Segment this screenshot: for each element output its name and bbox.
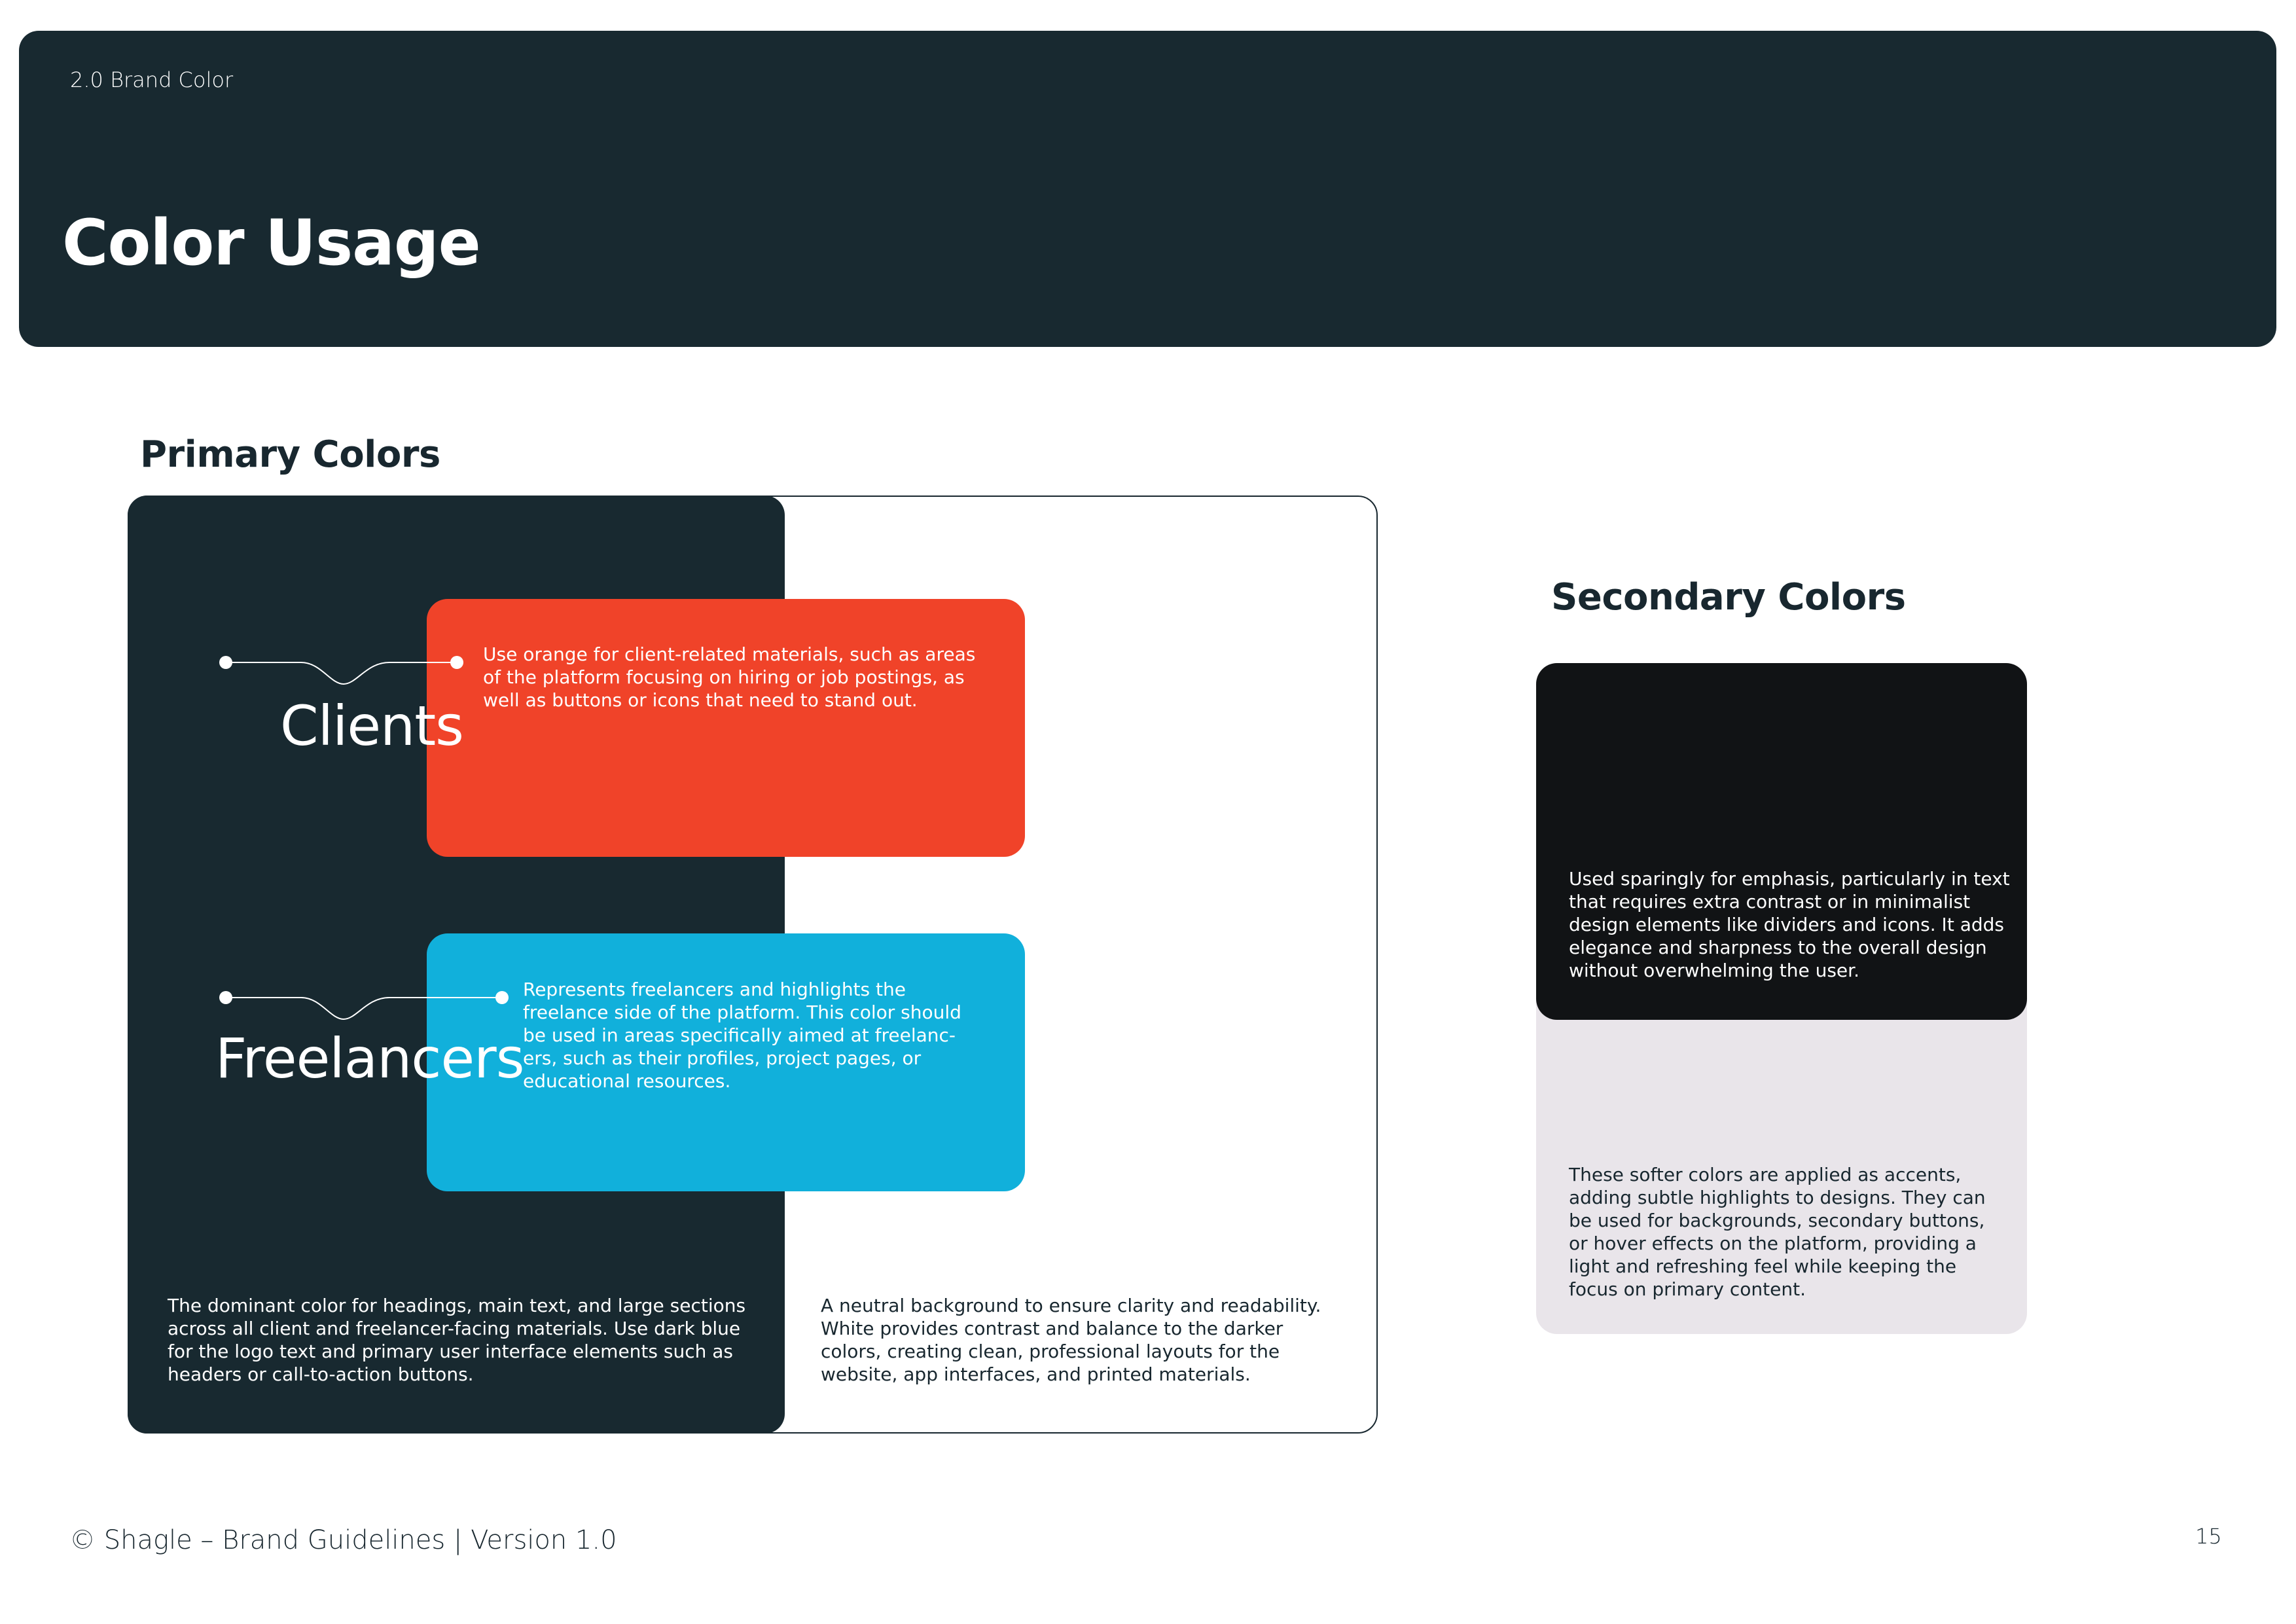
clients-connector-icon — [216, 651, 465, 691]
black-color-swatch — [1536, 663, 2027, 1020]
freelancers-description: Represents freelancers and highlights the freelance side of the platform. This color should be used in areas specifically aimed at freelanc- ers, such as their profiles, project pages, or educational resources. — [523, 979, 961, 1092]
page-title: Color Usage — [62, 206, 480, 280]
light-color-swatch — [1536, 982, 2027, 1334]
clients-description: Use orange for client-related materials, such as areas of the platform focusing on hiring or job postings, as well as buttons or icons that need to stand out. — [483, 643, 976, 711]
dark-color-description: The dominant color for headings, main text, and large sections across all client and freelancer-facing materials. Use dark blue for the logo text and primary user interface elements such as headers or call-to-action buttons. — [168, 1295, 746, 1385]
black-color-description: Used sparingly for emphasis, particularly in text that requires extra contrast or in minimalist design elements like dividers and icons. It adds elegance and sharpness to the overall design without overwhelming the user. — [1569, 868, 2010, 981]
section-label: 2.0 Brand Color — [70, 67, 234, 92]
freelancers-connector-icon — [216, 986, 511, 1026]
primary-colors-heading: Primary Colors — [140, 433, 440, 476]
light-color-description: These softer colors are applied as accents, adding subtle highlights to designs. They can be used for backgrounds, secondary buttons, or hover effects on the platform, providing a light and refreshing feel while keeping the focus on primary content. — [1569, 1164, 1986, 1300]
header-banner — [19, 31, 2276, 347]
white-color-description: A neutral background to ensure clarity and readability. White provides contrast and balance to the darker colors, creating clean, professional layouts for the website, app interfaces, and printed materials. — [821, 1295, 1321, 1385]
footer-copyright: © Shagle – Brand Guidelines | Version 1.0 — [69, 1525, 617, 1555]
secondary-colors-heading: Secondary Colors — [1551, 576, 1906, 619]
freelancers-label: Freelancers — [215, 1026, 524, 1091]
page-number: 15 — [2195, 1524, 2222, 1549]
clients-color-swatch — [427, 599, 1025, 857]
clients-label: Clients — [280, 694, 463, 758]
